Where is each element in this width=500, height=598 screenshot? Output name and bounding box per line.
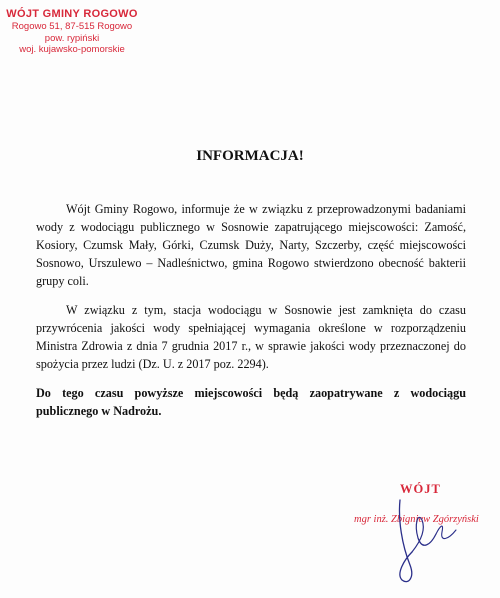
paragraph-1: Wójt Gminy Rogowo, informuje że w związku z przeprowadzonymi badaniami wody z wodociągu publicznego w Sosnowie zapatrującego miejscowości: Zamość, Kosiory, Czumsk Mały, Górki, Czumsk Duży, Narty, Szczerby, część miejscowości Sosnowo, Urszulewo – Nadleśnictwo, gmina Rogowo stwierdzono obecność bakterii grupy coli. <box>36 202 466 288</box>
stamp-county: pow. rypiński <box>44 32 100 44</box>
stamp-voivodeship: woj. kujawsko-pomorskie <box>19 44 125 55</box>
stamp-title: WÓJT GMINY ROGOWO <box>6 8 138 20</box>
handwritten-signature <box>360 490 470 590</box>
stamp-address: Rogowo 51, 87-515 Rogowo <box>11 21 133 32</box>
document-heading: INFORMACJA! <box>196 148 304 164</box>
office-stamp <box>0 8 144 56</box>
signature-name-stamp: mgr inż. Zbigniew Zgórzyński <box>354 514 479 525</box>
paragraph-2: W związku z tym, stacja wodociągu w Sosnowie jest zamknięta do czasu przywrócenia jakości wody spełniającej wymagania określone w rozporządzeniu Ministra Zdrowia z dnia 7 grudnia 2017 r., w sprawie jakości wody przeznaczonej do spożycia przez ludzi (Dz. U. z 2017 poz. 2294). <box>36 303 466 371</box>
paragraph-3: Do tego czasu powyższe miejscowości będą zaopatrywane z wodociągu publicznego w Nadrożu. <box>36 386 466 418</box>
signature-title: WÓJT <box>400 482 441 496</box>
